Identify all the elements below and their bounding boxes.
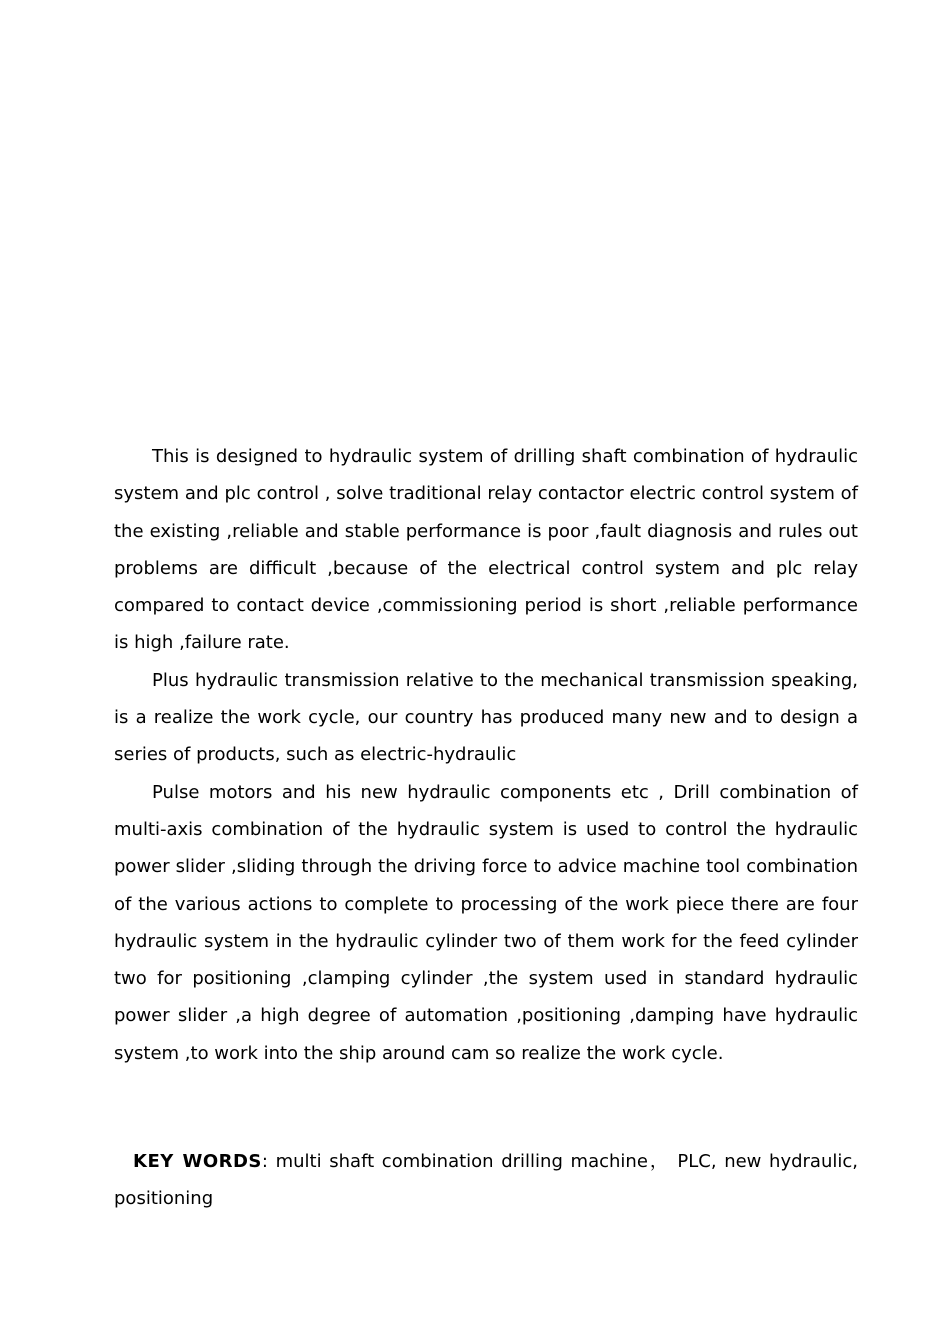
abstract-body	[114, 438, 858, 1072]
keywords-label: KEY WORDS	[133, 1151, 262, 1172]
abstract-paragraph-3: Pulse motors and his new hydraulic components etc , Drill combination of multi-axis combination of the hydraulic system is used to control the hydraulic power slider ,sliding through the driving force to advice machine tool combination of the various actions to complete to processing of the work piece there are four hydraulic system in the hydraulic cylinder two of them work for the feed cylinder two for positioning ,clamping cylinder ,the system used in standard hydraulic power slider ,a high degree of automation ,positioning ,damping have hydraulic system ,to work into the ship around cam so realize the work cycle.	[114, 781, 858, 1064]
abstract-paragraph-2: Plus hydraulic transmission relative to the mechanical transmission speaking, is a realize the work cycle, our country has produced many new and to design a series of products, such as electric-hydraulic	[114, 669, 858, 766]
keywords-line	[114, 1143, 858, 1217]
abstract-paragraph-1: This is designed to hydraulic system of drilling shaft combination of hydraulic system and plc control , solve traditional relay contactor electric control system of the existing ,reliable and stable performance is poor ,fault diagnosis and rules out problems are difficult ,because of the electrical control system and plc relay compared to contact device ,commissioning period is short ,reliable performance is high ,failure rate.	[114, 446, 858, 654]
keywords-text: multi shaft combination drilling machine， PLC, new hydraulic, positioning	[114, 1151, 858, 1209]
keywords-separator: :	[261, 1151, 276, 1172]
